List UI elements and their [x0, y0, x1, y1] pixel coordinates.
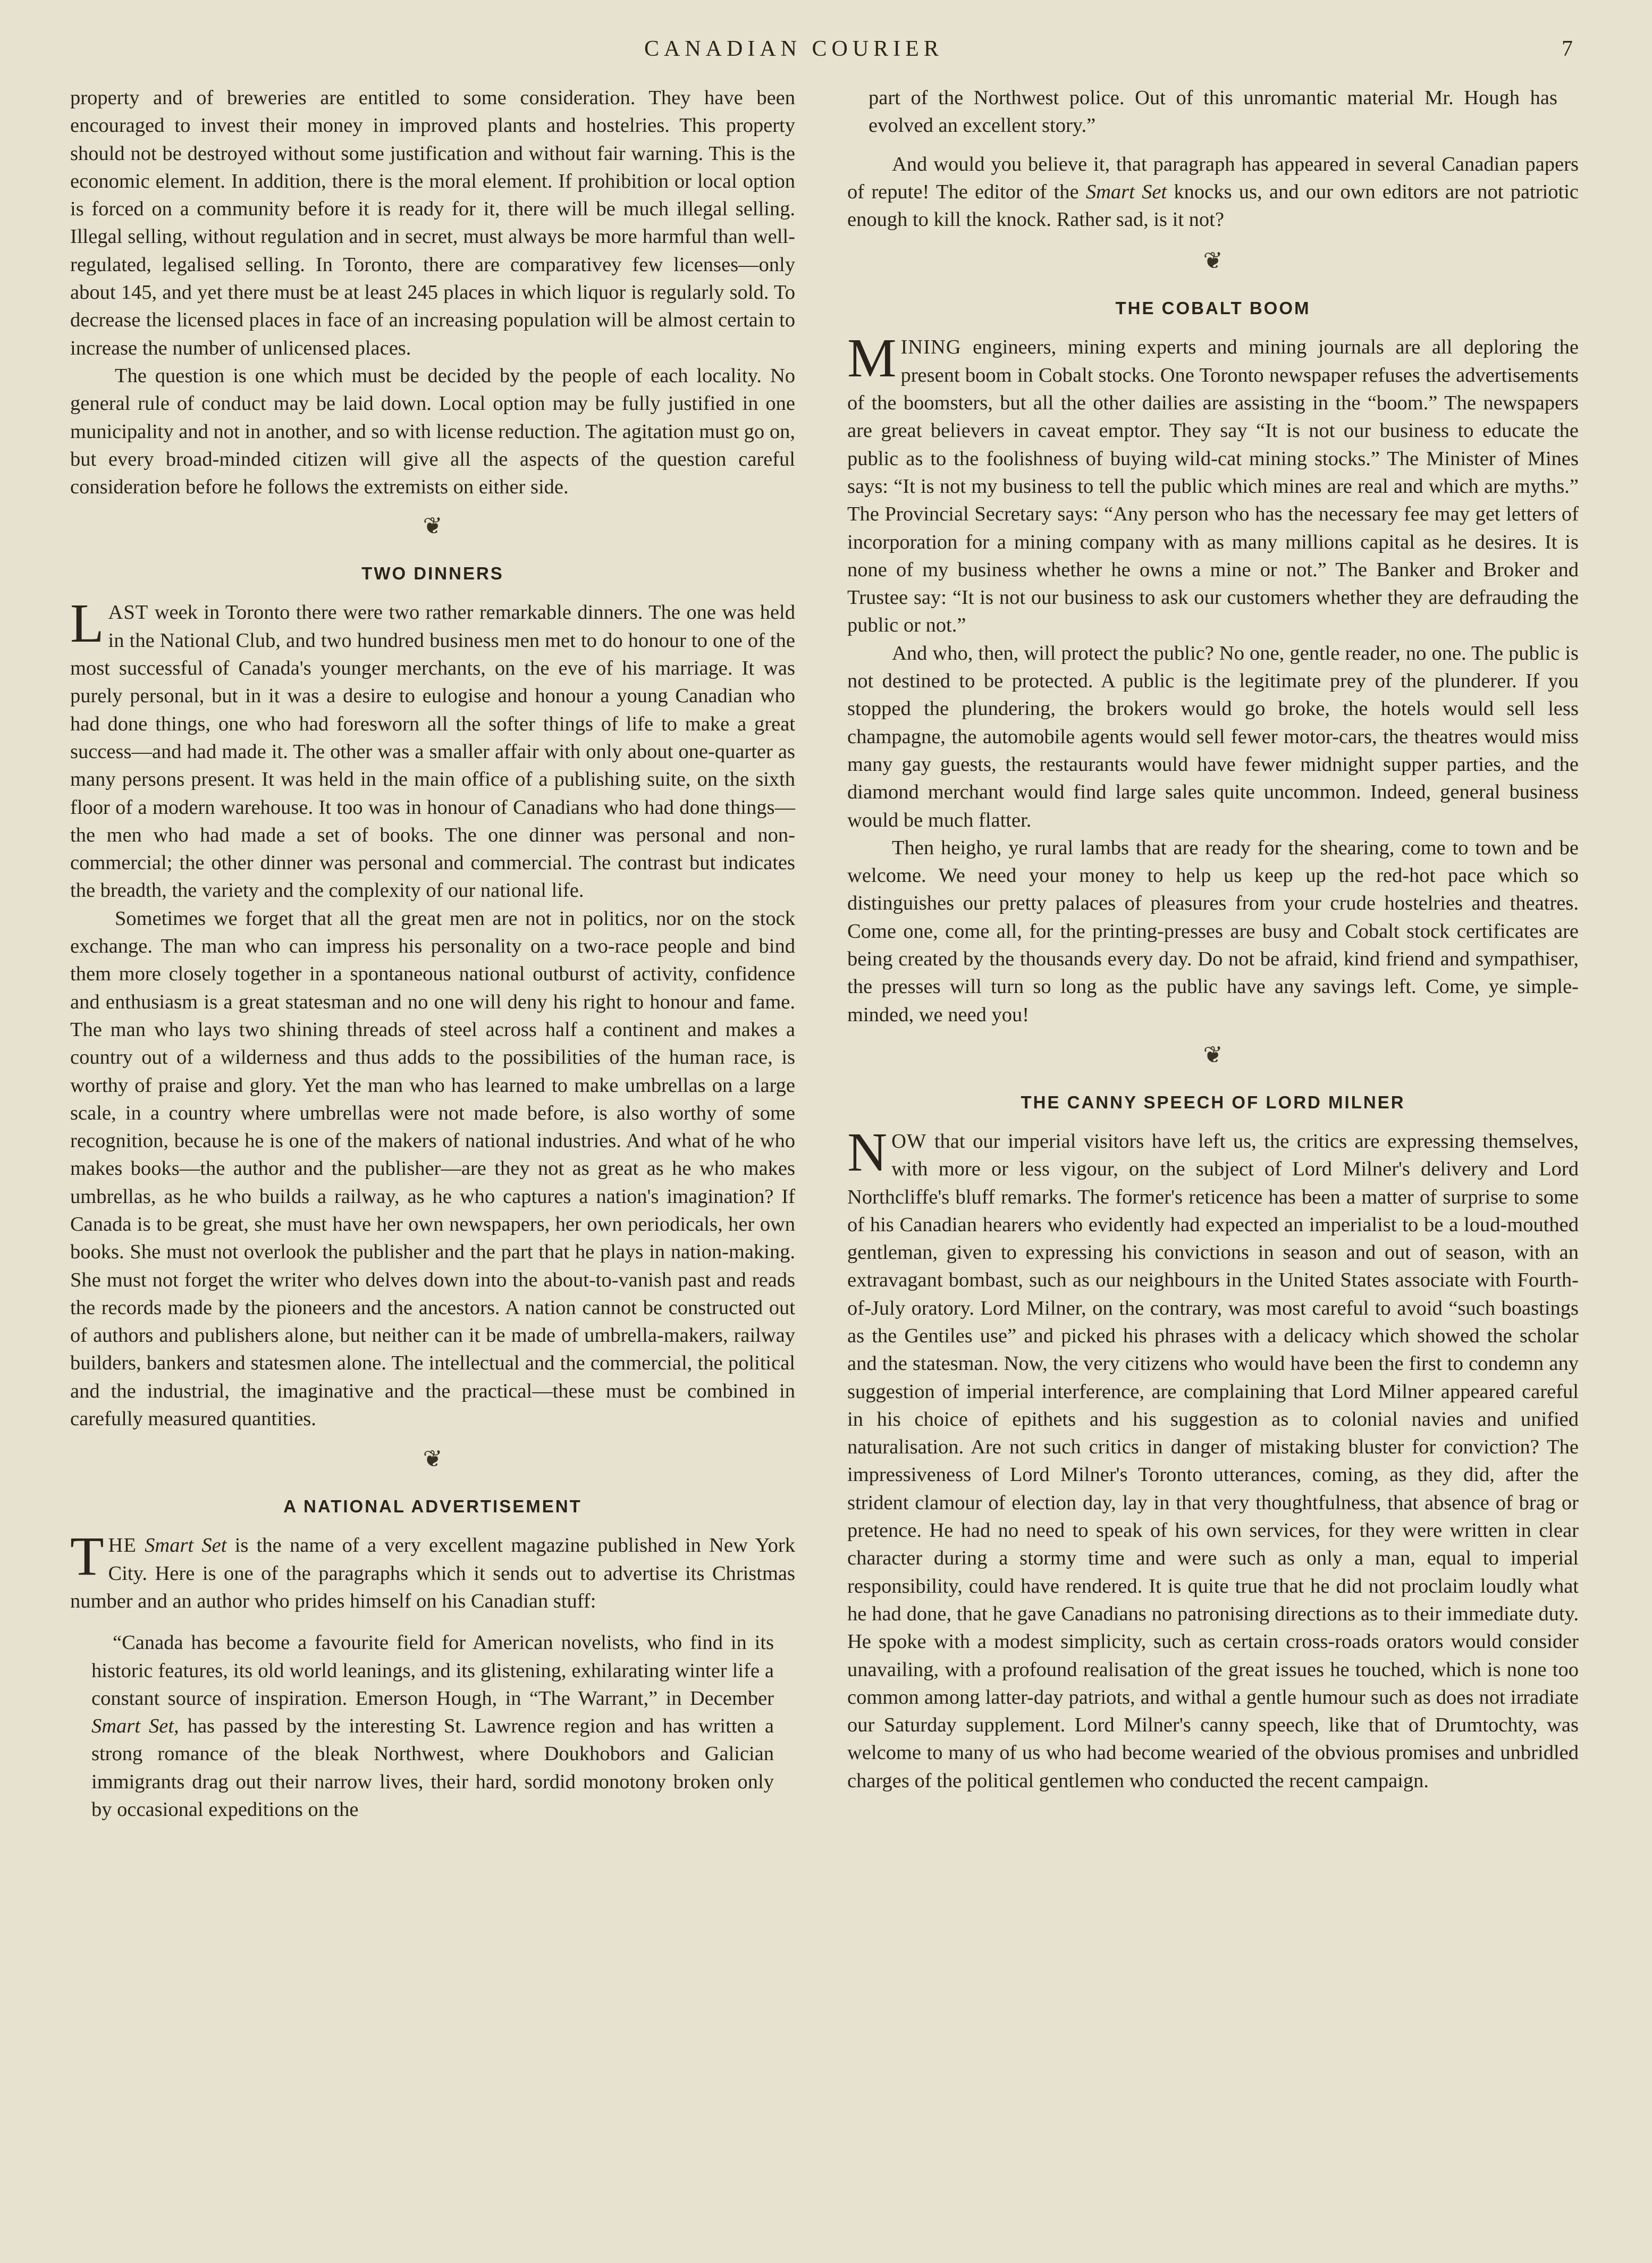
- paragraph: And who, then, will protect the public? No one, gentle reader, no one. The public is not destined to be protected. A public is the legitimate prey of the plunderer. If you stopped the plundering, the brokers would go broke, the hotels would sell less champagne, the automobile agents would sell fewer motor-cars, the theatres would miss many gay guests, the restaurants would have fewer midnight supper parties, and the diamond merchant would find large sales quite uncommon. Indeed, general business would be much flatter.: [847, 642, 1579, 831]
- paragraph-text: week in Toronto there were two rather remarkable dinners. The one was held in the National Club, and two hundred business men met to do honour to one of the most successful of Canada's younger merchants, on the eve of his marriage. It was purely personal, but in it was a desire to eulogise and honour a young Canadian who had done things, one who had foresworn all the softer things of life to make a great success—and had made it. The other was a smaller affair with only about one-quarter as many persons present. It was held in the main office of a publishing suite, on the sixth floor of a modern warehouse. It too was in honour of Canadians who had done things—the men who had made a set of books. The one dinner was personal and non-commercial; the other dinner was personal and commercial. The contrast but indicates the breadth, the variety and the complexity of our national life.: [70, 601, 795, 902]
- quote-text: “Canada has become a favourite field for American novelists, who find in its historic features, its old world leanings, and its glistening, exhilarating winter life a constant source of inspiration. Emerson Hough, in “The Warrant,” in December: [91, 1631, 774, 1710]
- lead-in: INING: [900, 336, 962, 359]
- paragraph: Then heigho, ye rural lambs that are ready for the shearing, come to town and be welcome. We need your money to help us keep up the red-hot pace which so distinguishes our pretty palaces of pleasures from your crude hostelries and theatres. Come one, come all, for the printing-presses are busy and Cobalt stock certificates are being created by the thousands every day. Do not be afraid, kind friend and sympathiser, the presses will turn so long as the public have any savings left. Come, ye simple-minded, we need you!: [847, 836, 1579, 1026]
- drop-cap: M: [847, 327, 897, 389]
- lead-in: OW: [891, 1130, 927, 1152]
- block-quote-continued: [847, 84, 1579, 140]
- paragraph: property and of breweries are entitled to some consideration. They have been encouraged to invest their money in improved plants and hostelries. This property should not be destroyed without some justification and without fair warning. This is the economic element. In addition, there is the moral element. If prohibition or local option is forced on a community before it is ready for it, there will be much illegal selling. Illegal selling, without regulation and in secret, must always be more harmful than well-regulated, legalised selling. In Toronto, there are comparativey few licenses—only about 145, and yet there must be at least 245 places in which liquor is regularly sold. To decrease the licensed places in face of an increasing population will be almost certain to increase the number of unlicensed places.: [70, 87, 795, 359]
- section-title-lord-milner: THE CANNY SPEECH OF LORD MILNER: [1021, 1092, 1405, 1112]
- drop-cap: N: [847, 1121, 888, 1183]
- magazine-name: Smart Set,: [91, 1715, 179, 1738]
- fleuron-ornament: ❦: [423, 1446, 443, 1473]
- paragraph: The question is one which must be decided by the people of each locality. No general rule of conduct may be laid down. Local option may be fully justified in one municipality and not in another, and so with license reduction. The agitation must go on, but every broad-minded citizen will give all the aspects of the question careful consideration before he follows the extremists on either side.: [70, 364, 795, 499]
- section-title-national-advertisement: A NATIONAL ADVERTISEMENT: [283, 1496, 582, 1517]
- paragraph-text: is the name of a very excellent magazine published in New York City. Here is one of the paragraphs which it sends out to advertise its Christmas number and an author who prides himself on his Canadian stuff:: [70, 1534, 795, 1612]
- paragraph: [847, 1121, 1579, 1795]
- lead-in: HE: [108, 1534, 137, 1557]
- quote-text: has passed by the interesting St. Lawrence region and has written a strong romance of the bleak Northwest, where Doukhobors and Galician immigrants drag out their narrow lives, their hard, sordid monotony broken only by occasional expeditions on the: [91, 1715, 774, 1821]
- fleuron-ornament: ❦: [1203, 248, 1223, 274]
- fleuron-ornament: ❦: [423, 513, 443, 540]
- paragraph: [847, 327, 1579, 639]
- paragraph: Sometimes we forget that all the great men are not in politics, nor on the stock exchange. The man who can impress his personality on a two-race people and bind them more closely together in a spontaneous national outburst of activity, confidence and enthusiasm is a great statesman and no one will deny his right to honour and fame. The man who lays two shining threads of steel across half a continent and makes a country out of a wilderness and thus adds to the possibilities of the human race, is worthy of praise and glory. Yet the man who has learned to make umbrellas on a large scale, in a country where umbrellas were not made before, is also worthy of some recognition, because he is one of the makers of national industries. And what of he who makes books—the author and the publisher—are they not as great as he who makes umbrellas, as he who builds a railway, as he who captures a nation's imagination? If Canada is to be great, she must have her own newspapers, her own periodicals, her own books. She must not overlook the publisher and the part that he plays in nation-making. She must not forget the writer who delves down into the about-to-vanish past and reads the records made by the pioneers and the ancestors. A nation cannot be constructed out of authors and publishers alone, but neither can it be made of umbrella-makers, railway builders, bankers and statesmen alone. The intellectual and the commercial, the political and the industrial, the imaginative and the practical—these must be combined in carefully measured quantities.: [70, 907, 795, 1431]
- left-column: [70, 84, 795, 1823]
- paragraph: [70, 593, 795, 904]
- drop-cap: L: [70, 593, 104, 654]
- paragraph-text: And would you believe it, that paragraph has appeared in several Canadian papers of repute! The editor of the: [847, 153, 1579, 203]
- page-number: 7: [1562, 37, 1573, 61]
- fleuron-ornament: ❦: [1203, 1041, 1223, 1068]
- paragraph-text: that our imperial visitors have left us, the critics are expressing themselves, with more or less vigour, on the subject of Lord Milner's delivery and Lord Northcliffe's bluff remarks. The former's reticence has been a matter of surprise to some of his Canadian hearers who evidently had expected an imperialist to be a loud-mouthed gentleman, given to expressing his convictions in season and out of season, with an extravagant bombast, such as our neighbours in the United States associate with Fourth-of-July oratory. Lord Milner, on the contrary, was most careful to avoid “such boastings as the Gentiles use” and picked his phrases with a delicacy which showed the scholar and the statesman. Now, the very citizens who would have been the first to condemn any suggestion of imperial interference, are complaining that Lord Milner appeared careful in his choice of epithets and his suggestion as to colonial navies and unified naturalisation. Are not such critics in danger of mistaking bluster for conviction? The impressiveness of Lord Milner's Toronto utterances, coming, as they did, after the strident clamour of election day, lay in that very thoughtfulness, that absence of brag or pretence. He had no need to speak of his own services, for they were written in clear character during a stormy time and were such as only a man, equal to imperial responsibility, could have rendered. It is quite true that he did not proclaim loudly what he had done, that he gave Canadians no patronising directions as to their immediate duty. He spoke with a modest simplicity, such as certain cross-roads orators would consider unavailing, with a profound realisation of the great issues he touched, which is none too common among latter-day patriots, and withal a gentle humour such as does not irradiate our Saturday supplement. Lord Milner's canny speech, like that of Drumtochty, was welcome to many of us who had become wearied of the obvious promises and unbridled charges of the political gentlemen who conducted the recent campaign.: [847, 1130, 1579, 1792]
- quote-paragraph: [91, 1629, 774, 1823]
- right-column: [847, 84, 1579, 1795]
- section-title-two-dinners: TWO DINNERS: [361, 563, 504, 584]
- block-quote: [70, 1629, 795, 1823]
- section-title-cobalt-boom: THE COBALT BOOM: [1115, 298, 1311, 318]
- drop-cap: T: [70, 1526, 104, 1587]
- paragraph-text: engineers, mining experts and mining journals are all deploring the present boom in Cobalt stocks. One Toronto newspaper refuses the advertisements of the boomsters, but all the other dailies are assisting in the “boom.” The newspapers are great believers in caveat emptor. They say “It is not our business to educate the public as to the foolishness of buying wild-cat mining stocks.” The Minister of Mines says: “It is not my business to tell the public which mines are real and which are myths.” The Provincial Secretary says: “Any person who has the necessary fee may get letters of incorporation for a mining company with as many millions capital as he desires. It is none of my business whether he owns a mine or not.” The Banker and Broker and Trustee say: “It is not our business to ask our customers whether they are defrauding the public or not.”: [847, 336, 1579, 637]
- paragraph: [70, 1526, 795, 1615]
- magazine-name: Smart Set: [1085, 180, 1167, 203]
- quote-paragraph: part of the Northwest police. Out of this unromantic material Mr. Hough has evolved an excellent story.”: [869, 87, 1557, 137]
- magazine-name: Smart Set: [145, 1534, 227, 1557]
- paragraph: [847, 150, 1579, 234]
- running-title: CANADIAN COURIER: [644, 37, 943, 61]
- paragraph-text: knocks us, and our own editors are not patriotic enough to kill the knock. Rather sad, is it not?: [847, 180, 1579, 231]
- lead-in: AST: [108, 601, 149, 624]
